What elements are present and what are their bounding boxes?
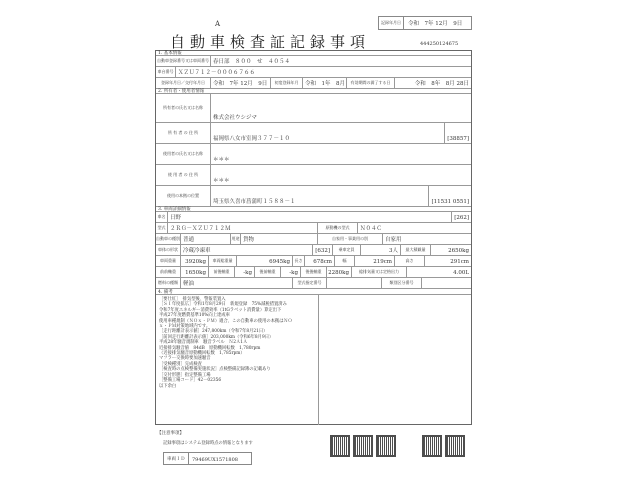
label: 車体の形状 [156, 245, 181, 255]
issue-date-box [378, 16, 472, 30]
label: 最大積載量 [401, 245, 431, 255]
label: 前後軸重 [209, 267, 235, 277]
label: 前前軸重 [156, 267, 181, 277]
issue-date-label: 記録年月日 [379, 17, 404, 29]
body-code: [632] [313, 245, 333, 255]
label: 自動車の種別 [156, 234, 181, 244]
registration-number: 春日部 ８００ せ ４０５４ [213, 59, 291, 65]
model: ２ＲＧ－ＸＺＵ７１２Ｍ [168, 223, 318, 233]
row-axle [156, 267, 471, 278]
form-mark: A [215, 20, 221, 28]
label: 後前軸重 [255, 267, 281, 277]
label: 高さ [395, 256, 425, 266]
label: 用途 [231, 234, 241, 244]
section-title: 4. 備考 [158, 289, 173, 295]
remark-line: （近接排気騒音原動機回転数 1,785rpm） [159, 351, 245, 357]
first-registration: 令和 1年 8月 [303, 78, 347, 88]
chassis-number: ＸＺＵ７１２－０００６７６６ [178, 70, 256, 76]
label: 類別区分番号 [382, 278, 422, 288]
row-base-location [156, 186, 471, 207]
remark-line: 以下余白 [159, 383, 177, 389]
label: 乗車定員 [333, 245, 361, 255]
label: 車両重量 [156, 256, 181, 266]
qr-code [330, 435, 350, 457]
car-name: 日野 [168, 212, 452, 222]
label: 車両総重量 [209, 256, 237, 266]
max-load: 2650kg [448, 248, 469, 254]
label: 自動車登録番号又は車両番号 [156, 56, 211, 66]
front-front-axle: 1650kg [181, 267, 209, 277]
owner-address: 福岡県八女市室岡３７７－１０ [211, 123, 445, 143]
car-name-code: [262] [454, 215, 469, 221]
remark-line: ［検査時の点検整備実施状況］点検整備記録簿の記載あり [159, 367, 271, 373]
label: 登録年月日／交付年月日 [156, 78, 211, 88]
row-user-address [156, 165, 471, 186]
remark-line: 平成27年度燃費基準10%向上達成車 [159, 313, 230, 319]
label: 型式指定番号 [293, 278, 327, 288]
expiry-date: 令和 8年 8月 28日 [414, 81, 469, 87]
label: 使用の本拠の位置 [156, 186, 211, 206]
notice-text: 記録事項はシステム登録時点の情報となります [163, 441, 253, 446]
row-owner-name [156, 94, 471, 123]
body-shape: 冷蔵冷凍車 [181, 245, 313, 255]
base-location: 埼玉県久喜市菖蒲町１５８８－１ [211, 186, 429, 206]
remark-line: ［ＳＩ年度拡広］令和1年8月29日 新規登録 75%減税措置済み [159, 302, 287, 308]
row-owner-address [156, 123, 471, 144]
label: 車名 [156, 212, 168, 222]
remark-line: ｘ・ＰＭ対策地域内です。 [159, 324, 211, 330]
kind: 普通 [181, 234, 231, 244]
approval-number [327, 278, 382, 288]
label: 車台番号 [156, 67, 176, 77]
page-title: 自動車検査証記録事項 [170, 33, 371, 51]
issue-date: 令和 7年 12月 9日 [408, 20, 463, 27]
remark-line: ［要仕紅］ 排気型後、警報装置入 [159, 297, 226, 302]
qr-code [376, 435, 396, 457]
qr-code [445, 435, 465, 457]
remark-line: ［走行距離計表示値］247,800km（令和7年8月21日） [159, 329, 268, 335]
width: 219cm [355, 256, 395, 266]
row-weight [156, 256, 471, 267]
section-title: 3. 車両詳細情報 [158, 207, 191, 212]
label: 原動機の型式 [318, 223, 358, 233]
length: 678cm [305, 256, 335, 266]
owner-name: 株式会社ウシジマ [213, 115, 257, 121]
user-name: ＊＊＊ [213, 157, 230, 163]
vehicle-id: 79469UX1571808 [192, 457, 238, 463]
row-user-name [156, 144, 471, 165]
qr-code [422, 435, 442, 457]
remark-line: 近接排気騒音値 84dB 原動機回転数 1,780rpm [159, 345, 261, 351]
front-rear-axle: -kg [235, 267, 255, 277]
use: 貨物 [241, 234, 318, 244]
remark-line: ［前回走行距離計表示値］203,000km（令和6年8月9日） [159, 334, 274, 340]
vehicle-weight: 3920kg [181, 256, 209, 266]
label: 燃料の種類 [156, 278, 181, 288]
class-number [422, 278, 471, 288]
label: 型式 [156, 223, 168, 233]
label: 自家用・事業用の別 [318, 234, 383, 244]
row-body [156, 245, 471, 256]
row-car-name [156, 212, 471, 223]
base-code: [11531 0551] [431, 199, 469, 205]
label: 後後軸重 [301, 267, 327, 277]
registration-date: 令和 7年 12月 9日 [211, 78, 271, 88]
remark-line: ［整備工場コード］42－02356 [159, 378, 222, 384]
vehicle-id-box [163, 452, 252, 465]
section-title: 2. 所有者・使用者情報 [158, 89, 205, 94]
user-address: ＊＊＊ [213, 178, 230, 184]
engine-model: Ｎ０４Ｃ [360, 226, 383, 232]
label: 総排気量又は定格出力 [352, 267, 407, 277]
row-chassis [156, 67, 471, 78]
label: 有効期間の満了する日 [347, 78, 395, 88]
remark-line: ［受検種別］完成検査 [159, 361, 202, 367]
label: 使用者の氏名又は名称 [156, 144, 211, 164]
label: 所有者の氏名又は名称 [156, 94, 211, 122]
row-fuel [156, 278, 471, 289]
private-business: 自家用 [385, 237, 402, 243]
vehicle-id-label: 車両ＩＤ [164, 453, 189, 464]
rear-rear-axle: 2280kg [327, 267, 352, 277]
remark-line: 令和7年度エネルギー消費効率（1tGラベット消費量）算定出下 [159, 307, 282, 313]
record-table [155, 50, 472, 425]
owner-code: [38857] [447, 136, 469, 142]
label: 長さ [293, 256, 305, 266]
capacity: 3人 [361, 245, 401, 255]
height: 291cm [450, 259, 469, 265]
remark-line: ［交付形態］指定整備工場 [159, 372, 211, 378]
remark-line: 平成28年騒音規制車 騒音ラベル Ｎ2Ａ1Ａ [159, 340, 248, 346]
remark-line: マフラー交換時要加速騒音 [159, 356, 211, 362]
gross-weight: 6945kg [237, 256, 293, 266]
row-registration [156, 56, 471, 67]
row-model [156, 223, 471, 234]
rear-front-axle: -kg [281, 267, 301, 277]
fuel-type: 軽油 [181, 278, 293, 288]
row-kind [156, 234, 471, 245]
doc-number: 444250124675 [420, 41, 459, 47]
notice-title: 【注意事項】 [157, 431, 184, 436]
displacement: 4.00L [453, 270, 469, 276]
label: 初度登録年月 [271, 78, 303, 88]
qr-code [353, 435, 373, 457]
remarks [156, 295, 319, 425]
remark-line: 使用車種規制（ＮＯｘ・ＰＭ）適合、この自動車の使用の本拠はＮＯ [159, 318, 293, 324]
label: 所 有 者 の 住 所 [156, 123, 211, 143]
label: 使 用 者 の 住 所 [156, 165, 211, 185]
section-title: 1. 基本情報 [158, 51, 182, 56]
label: 幅 [335, 256, 355, 266]
